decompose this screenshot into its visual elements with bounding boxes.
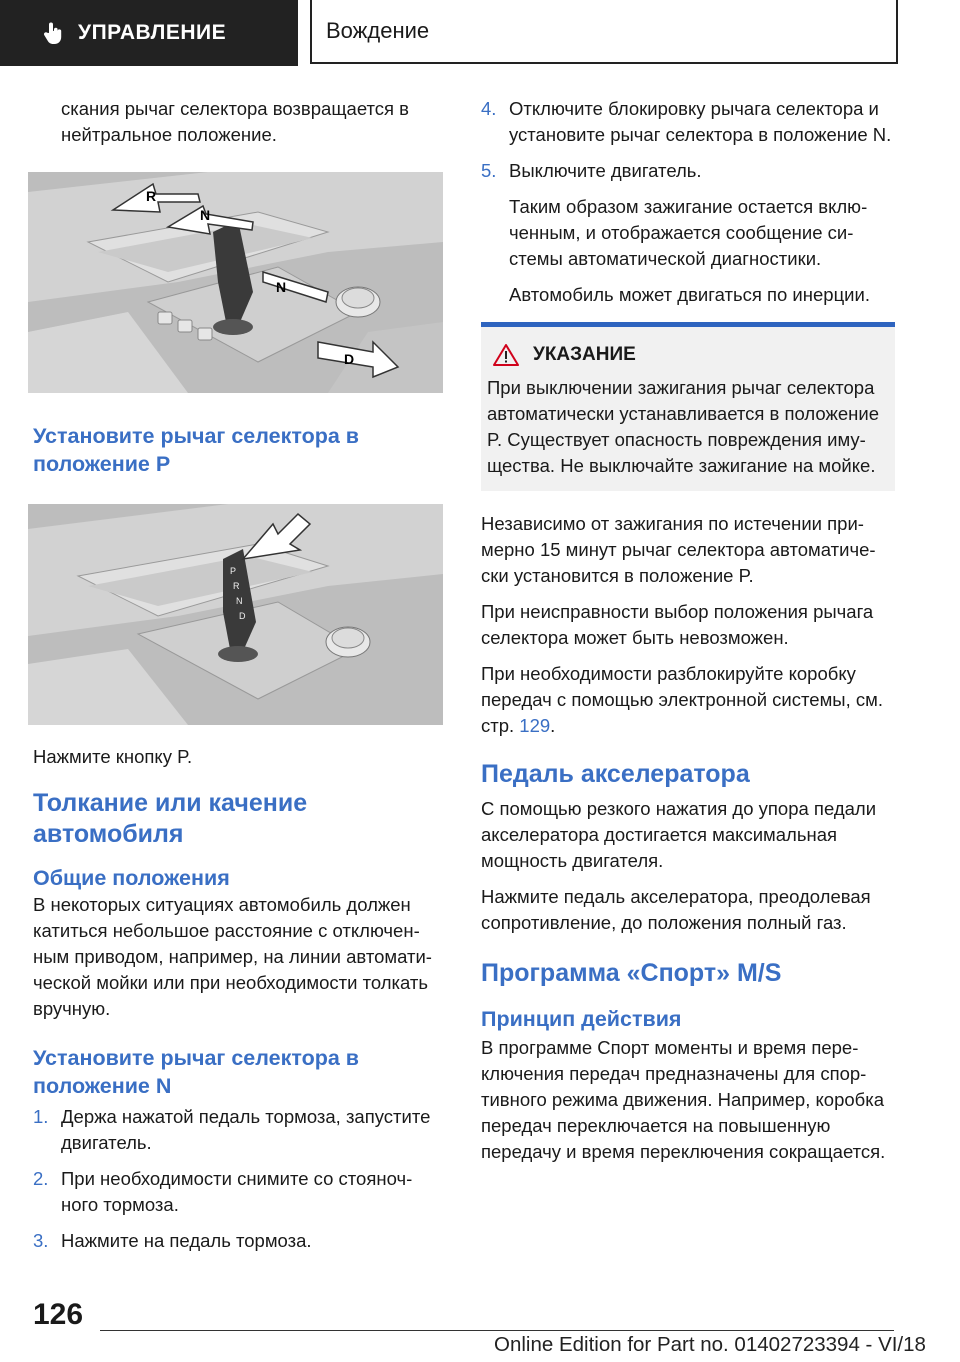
list-item xyxy=(33,1228,443,1254)
press-p-text: Нажмите кнопку P. xyxy=(33,746,193,767)
fig2-label-p: P xyxy=(230,566,237,576)
chapter-tab xyxy=(310,0,898,64)
fig2-label-r: R xyxy=(233,581,240,591)
step-number: 5. xyxy=(481,160,497,181)
page-link[interactable]: 129 xyxy=(519,715,551,736)
step-text: Отключите блокировку рычага селектора и установите рычаг селектора в положение N. xyxy=(509,98,892,145)
notice-text: При выключении зажигания рычаг селектора автоматически устанавливается в положение P. Существует опасность повреждения имущества. Не выключайте зажигание на мойке. xyxy=(487,377,880,476)
footer-edition: Online Edition for Part no. 01402723394 - VI/18 xyxy=(494,1333,926,1356)
fig1-label-n-lower: N xyxy=(276,279,287,295)
heading-general: Общие положения xyxy=(33,866,230,890)
heading-sport-program: Программа «Спорт» M/S xyxy=(481,959,782,987)
step-number: 4. xyxy=(481,98,497,119)
list-item xyxy=(481,96,895,148)
intro-text: скания рычаг селектора возвращается в нейтральное положение. xyxy=(61,98,410,145)
page-number: 126 xyxy=(33,1298,84,1331)
left-column xyxy=(33,96,443,1264)
list-item xyxy=(33,1104,443,1156)
footer-divider xyxy=(100,1330,894,1331)
general-text: В некоторых ситуациях автомобиль должен катиться небольшое расстояние с отключенным приводом, например, на линии автоматической мойки или при необходимости толкать вручную. xyxy=(33,894,432,1019)
step-number: 2. xyxy=(33,1168,49,1189)
principle-text: В программе Спорт моменты и время переключения передач предназначены для спортивного режима движения. Например, коробка передач переключается на повышенную передачу и время переключения сокращается. xyxy=(481,1037,886,1162)
step-text: Держа нажатой педаль тормоза, запустите двигатель. xyxy=(61,1106,431,1153)
step-number: 3. xyxy=(33,1230,49,1251)
page-header xyxy=(0,0,960,66)
selector-lever-figure-n xyxy=(28,172,443,393)
section-tab xyxy=(0,0,298,66)
section-title: УПРАВЛЕНИЕ xyxy=(78,21,227,44)
heading-accelerator: Педаль акселератора xyxy=(481,760,750,788)
unlock-text: При необходимости разблокируйте коробку передач с помощью электронной системы, см. стр. 129. xyxy=(481,663,883,736)
heading-set-n: Установите рычаг селектора в положение N xyxy=(33,1046,360,1098)
malfunction-text: При неисправности выбор положения рычага селектора может быть невозможен. xyxy=(481,601,874,648)
fig2-label-d: D xyxy=(239,611,246,621)
pedal-text-1: С помощью резкого нажатия до упора педали акселератора достигается максимальная мощность двигателя. xyxy=(481,798,877,871)
list-item xyxy=(481,158,895,184)
step5-detail-2: Автомобиль может двигаться по инерции. xyxy=(509,284,870,305)
fig2-label-n: N xyxy=(236,596,243,606)
fig1-label-n-upper: N xyxy=(200,207,211,223)
right-column xyxy=(481,96,895,1175)
step-text: Выключите двигатель. xyxy=(509,160,702,181)
heading-push-vehicle: Толкание или качение автомобиля xyxy=(33,789,308,848)
notice-header xyxy=(487,343,887,367)
selector-lever-figure-p xyxy=(28,504,443,725)
step-text: При необходимости снимите со стояночного тормоза. xyxy=(61,1168,413,1215)
hand-touch-icon xyxy=(40,20,66,46)
warning-icon xyxy=(493,343,519,367)
auto-p-text: Независимо от зажигания по истечении примерно 15 минут рычаг селектора автоматически установится в положение P. xyxy=(481,513,876,586)
step-number: 1. xyxy=(33,1106,49,1127)
heading-set-p: Установите рычаг селектора в положение P xyxy=(33,424,360,476)
fig1-label-d: D xyxy=(344,351,355,367)
notice-box xyxy=(481,322,895,491)
chapter-title: Вождение xyxy=(326,18,430,43)
fig1-label-r: R xyxy=(146,188,157,204)
pedal-text-2: Нажмите педаль акселератора, преодолевая сопротивление, до положения полный газ. xyxy=(481,886,871,933)
step-text: Нажмите на педаль тормоза. xyxy=(61,1230,312,1251)
list-item xyxy=(33,1166,443,1218)
heading-principle: Принцип действия xyxy=(481,1007,682,1031)
notice-title: УКАЗАНИЕ xyxy=(533,344,636,365)
step5-detail-1: Таким образом зажигание остается включенным, и отображается сообщение системы автоматической диагностики. xyxy=(509,196,868,269)
